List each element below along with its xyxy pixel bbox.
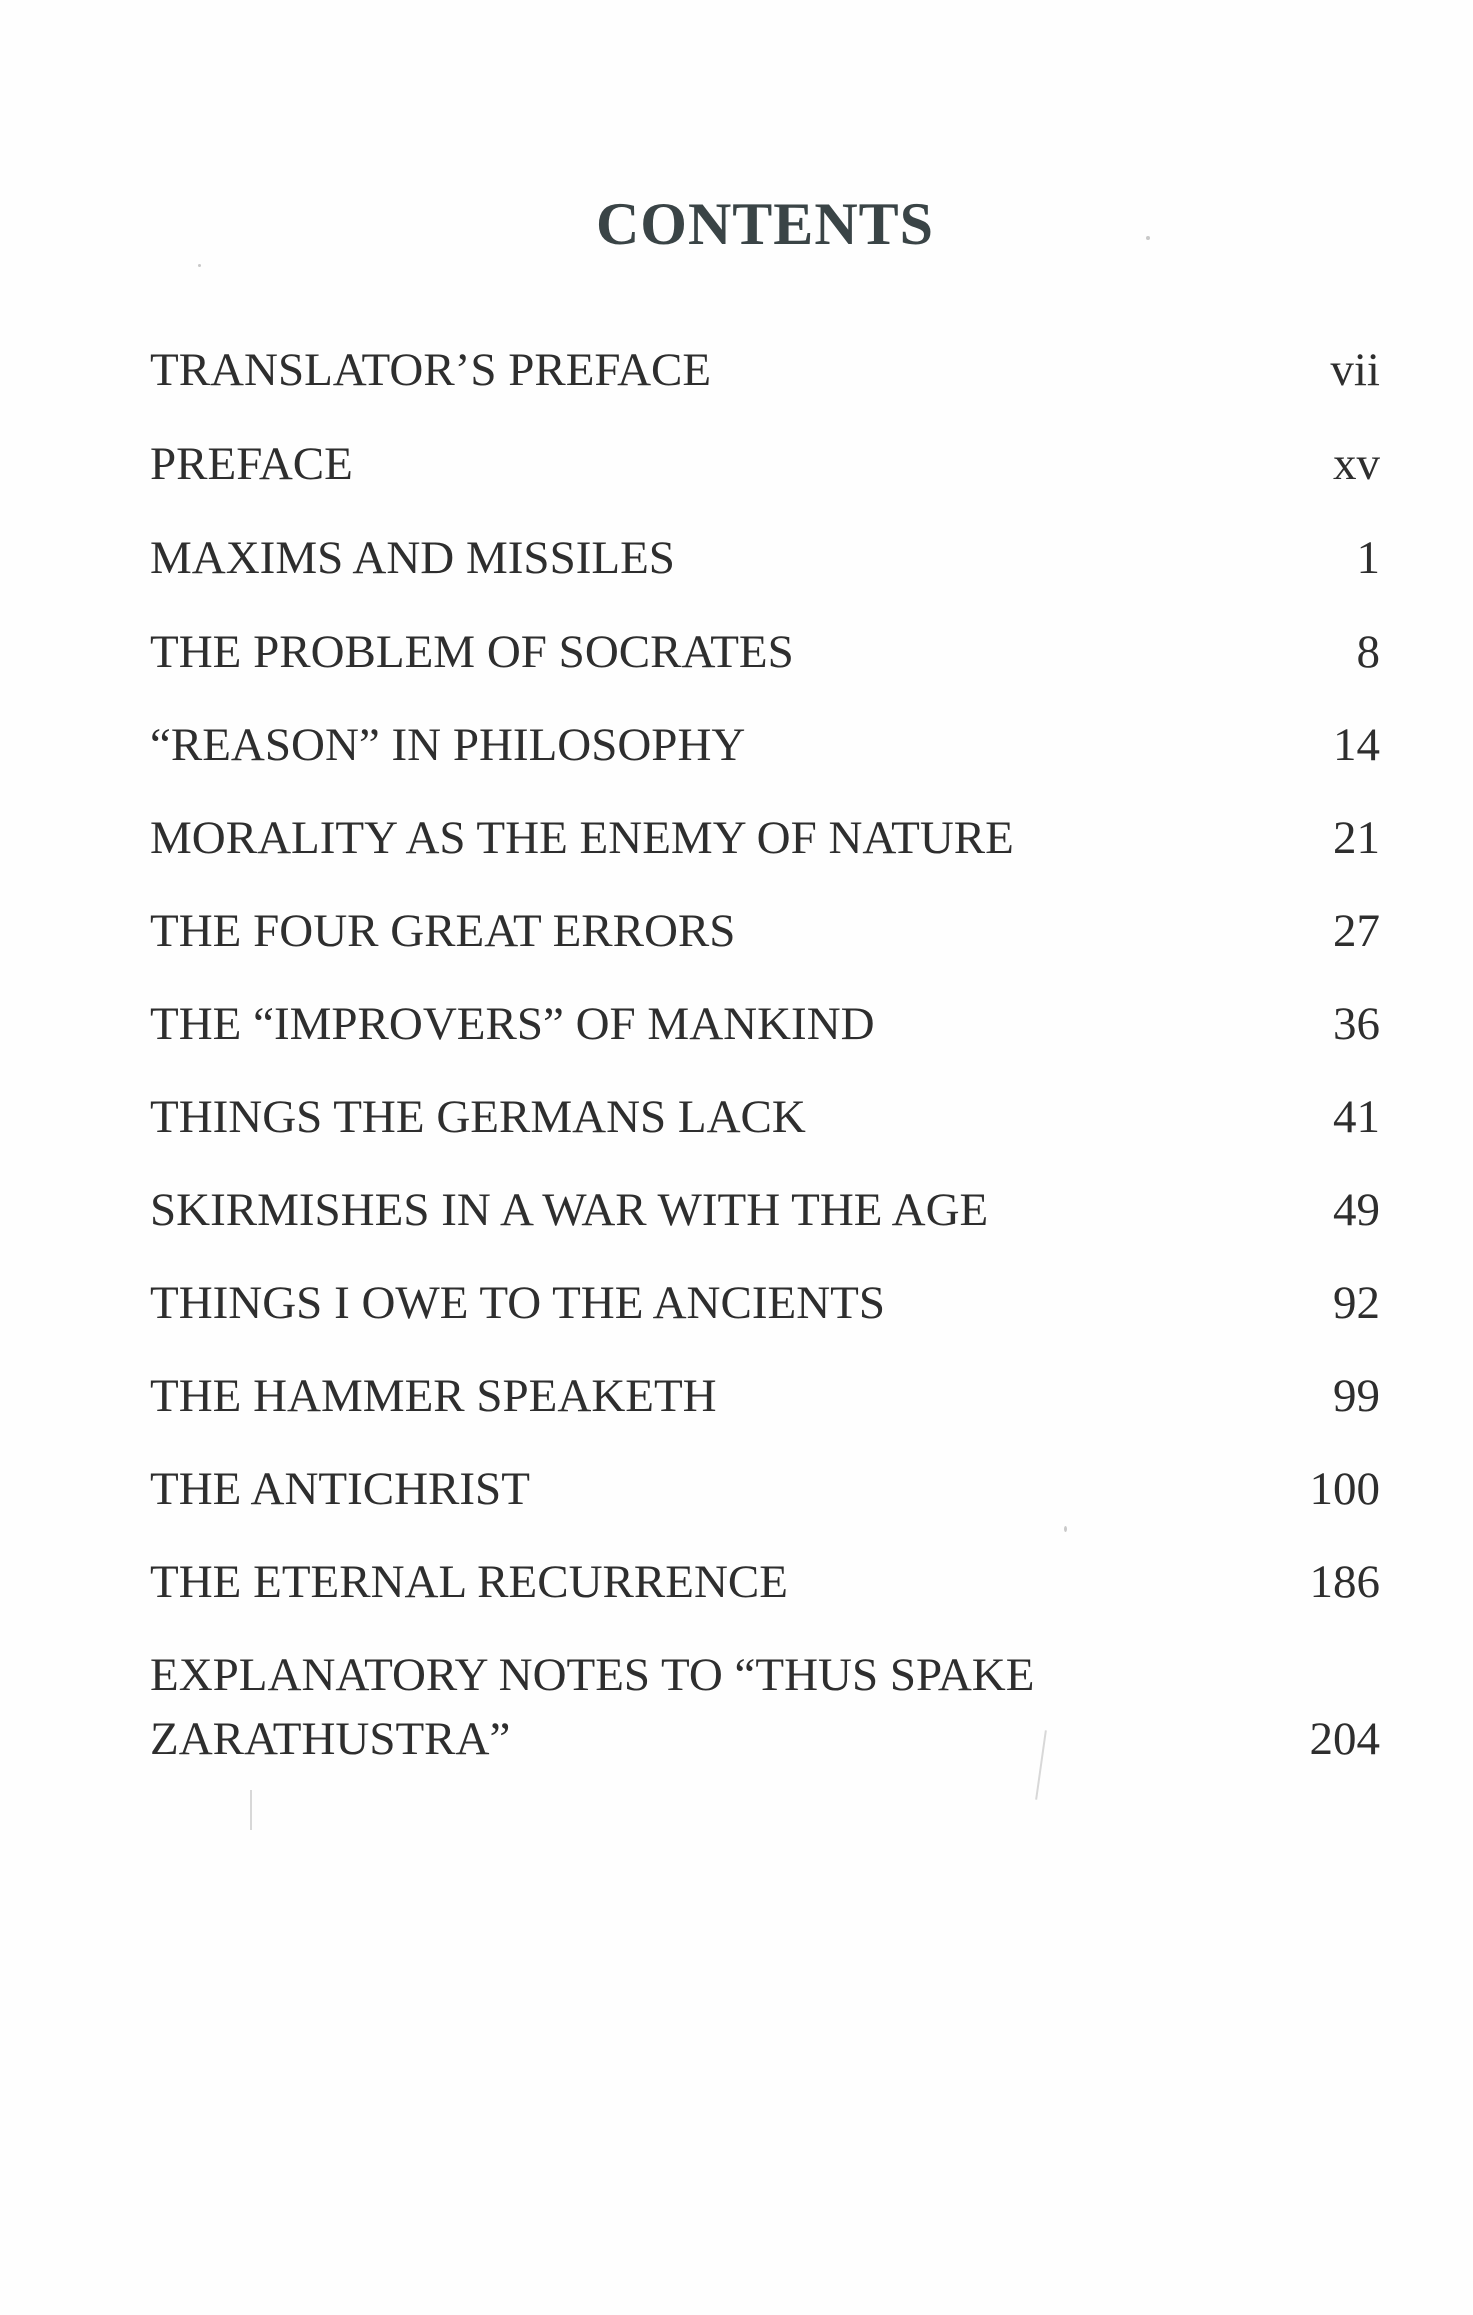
- toc-entry-title: TRANSLATOR’S PREFACE: [150, 344, 712, 396]
- toc-entry-page: xv: [1333, 438, 1380, 490]
- toc-entry-page: 36: [1333, 998, 1380, 1050]
- toc-entry-page: 21: [1333, 812, 1380, 864]
- toc-entry-title: THE ETERNAL RECURRENCE: [150, 1556, 788, 1608]
- toc-entry-page: 27: [1333, 905, 1380, 957]
- toc-entry-page: 41: [1333, 1091, 1380, 1143]
- scan-scratch: [250, 1790, 252, 1830]
- contents-heading: CONTENTS: [595, 191, 935, 257]
- toc-entry-title: “REASON” IN PHILOSOPHY: [150, 719, 746, 771]
- toc-entry-title: THE PROBLEM OF SOCRATES: [150, 626, 794, 678]
- toc-entry-title: THE FOUR GREAT ERRORS: [150, 905, 736, 957]
- toc-entry-page: 8: [1356, 626, 1380, 678]
- toc-entry-page: 92: [1333, 1277, 1380, 1329]
- toc-entry-title: SKIRMISHES IN A WAR WITH THE AGE: [150, 1184, 989, 1236]
- toc-entry-page: 14: [1333, 719, 1380, 771]
- toc-entry-title: MORALITY AS THE ENEMY OF NATURE: [150, 812, 1014, 864]
- scan-speck: [1146, 236, 1150, 240]
- toc-entry-page: 1: [1356, 532, 1380, 584]
- toc-entry-title: MAXIMS AND MISSILES: [150, 532, 675, 584]
- toc-entry-title: THE ANTICHRIST: [150, 1463, 530, 1515]
- toc-entry-title: THINGS I OWE TO THE ANCIENTS: [150, 1277, 885, 1329]
- toc-entry-title: THE HAMMER SPEAKETH: [150, 1370, 717, 1422]
- toc-entry-title: THE “IMPROVERS” OF MANKIND: [150, 998, 875, 1050]
- toc-entry-page: 100: [1309, 1463, 1380, 1515]
- scan-speck: [198, 264, 201, 267]
- toc-entry-page: 186: [1309, 1556, 1380, 1608]
- toc-entry-page: 99: [1333, 1370, 1380, 1422]
- toc-entry-title: EXPLANATORY NOTES TO “THUS SPAKE ZARATHUSTRA”: [150, 1649, 1035, 1765]
- toc-entry-title: THINGS THE GERMANS LACK: [150, 1091, 806, 1143]
- toc-entry-page: 49: [1333, 1184, 1380, 1236]
- scan-speck: [1064, 1526, 1067, 1532]
- toc-entry-page: 204: [1309, 1713, 1380, 1765]
- toc-entry-title: PREFACE: [150, 438, 353, 490]
- toc-entry-page: vii: [1330, 344, 1380, 396]
